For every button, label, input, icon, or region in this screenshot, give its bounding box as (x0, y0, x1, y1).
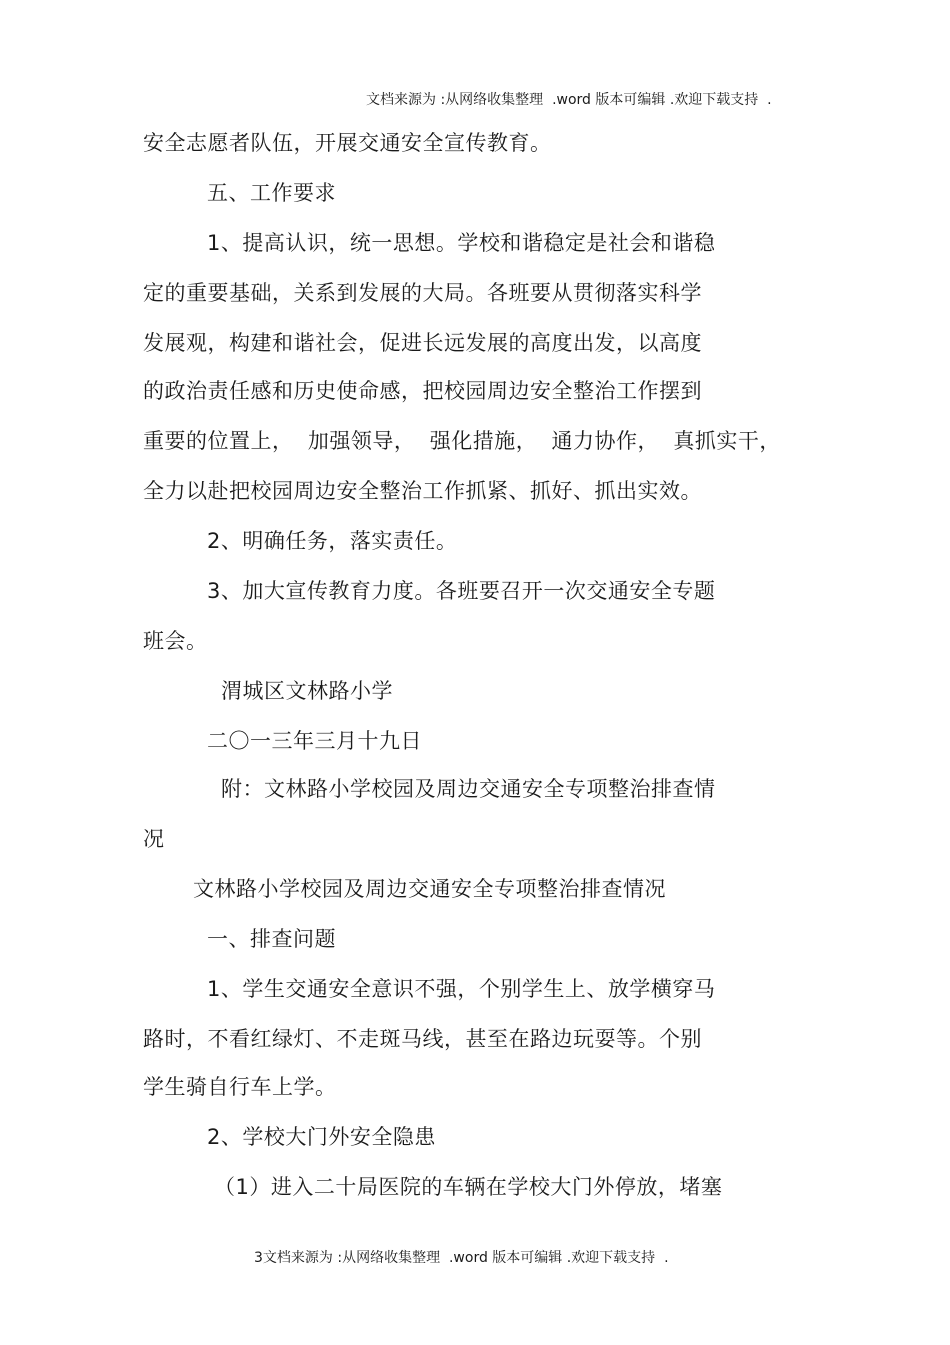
paragraph-line: 路时，不看红绿灯、不走斑马线，甚至在路边玩耍等。个别 (143, 1027, 702, 1051)
paragraph-line: 重要的位置上， 加强领导， 强化措施， 通力协作， 真抓实干， (143, 429, 781, 453)
footer-source-note: 3文档来源为 :从网络收集整理 .word 版本可编辑 .欢迎下载支持 . (254, 1250, 669, 1266)
page-header (0, 70, 950, 110)
paragraph-line: 3、加大宣传教育力度。各班要召开一次交通安全专题 (207, 579, 716, 603)
paragraph-line: （1）进入二十局医院的车辆在学校大门外停放，堵塞 (214, 1175, 723, 1199)
attachment-line: 附：文林路小学校园及周边交通安全专项整治排查情 (221, 777, 716, 801)
paragraph-line: 定的重要基础，关系到发展的大局。各班要从贯彻落实科学 (143, 281, 702, 305)
attachment-title: 文林路小学校园及周边交通安全专项整治排查情况 (193, 877, 666, 901)
section-heading: 一、排查问题 (207, 927, 336, 951)
page-footer (0, 1228, 950, 1268)
signature-date: 二〇一三年三月十九日 (207, 729, 422, 753)
attachment-line: 况 (143, 827, 165, 851)
paragraph-line: 发展观，构建和谐社会，促进长远发展的高度出发，以高度 (143, 331, 702, 355)
section-heading: 五、工作要求 (207, 181, 336, 205)
header-source-note: 文档来源为 :从网络收集整理 .word 版本可编辑 .欢迎下载支持 . (366, 92, 772, 108)
paragraph-line: 全力以赴把校园周边安全整治工作抓紧、抓好、抓出实效。 (143, 479, 702, 503)
subsection-heading: 2、学校大门外安全隐患 (207, 1125, 436, 1149)
paragraph-line: 2、明确任务，落实责任。 (207, 529, 458, 553)
signature-school: 渭城区文林路小学 (221, 679, 393, 703)
paragraph-line: 1、提高认识，统一思想。学校和谐稳定是社会和谐稳 (207, 231, 716, 255)
paragraph-line: 班会。 (143, 629, 208, 653)
paragraph-line: 学生骑自行车上学。 (143, 1075, 337, 1099)
paragraph-line: 1、学生交通安全意识不强，个别学生上、放学横穿马 (207, 977, 716, 1001)
paragraph-line: 的政治责任感和历史使命感，把校园周边安全整治工作摆到 (143, 379, 702, 403)
paragraph-line: 安全志愿者队伍，开展交通安全宣传教育。 (143, 131, 552, 155)
